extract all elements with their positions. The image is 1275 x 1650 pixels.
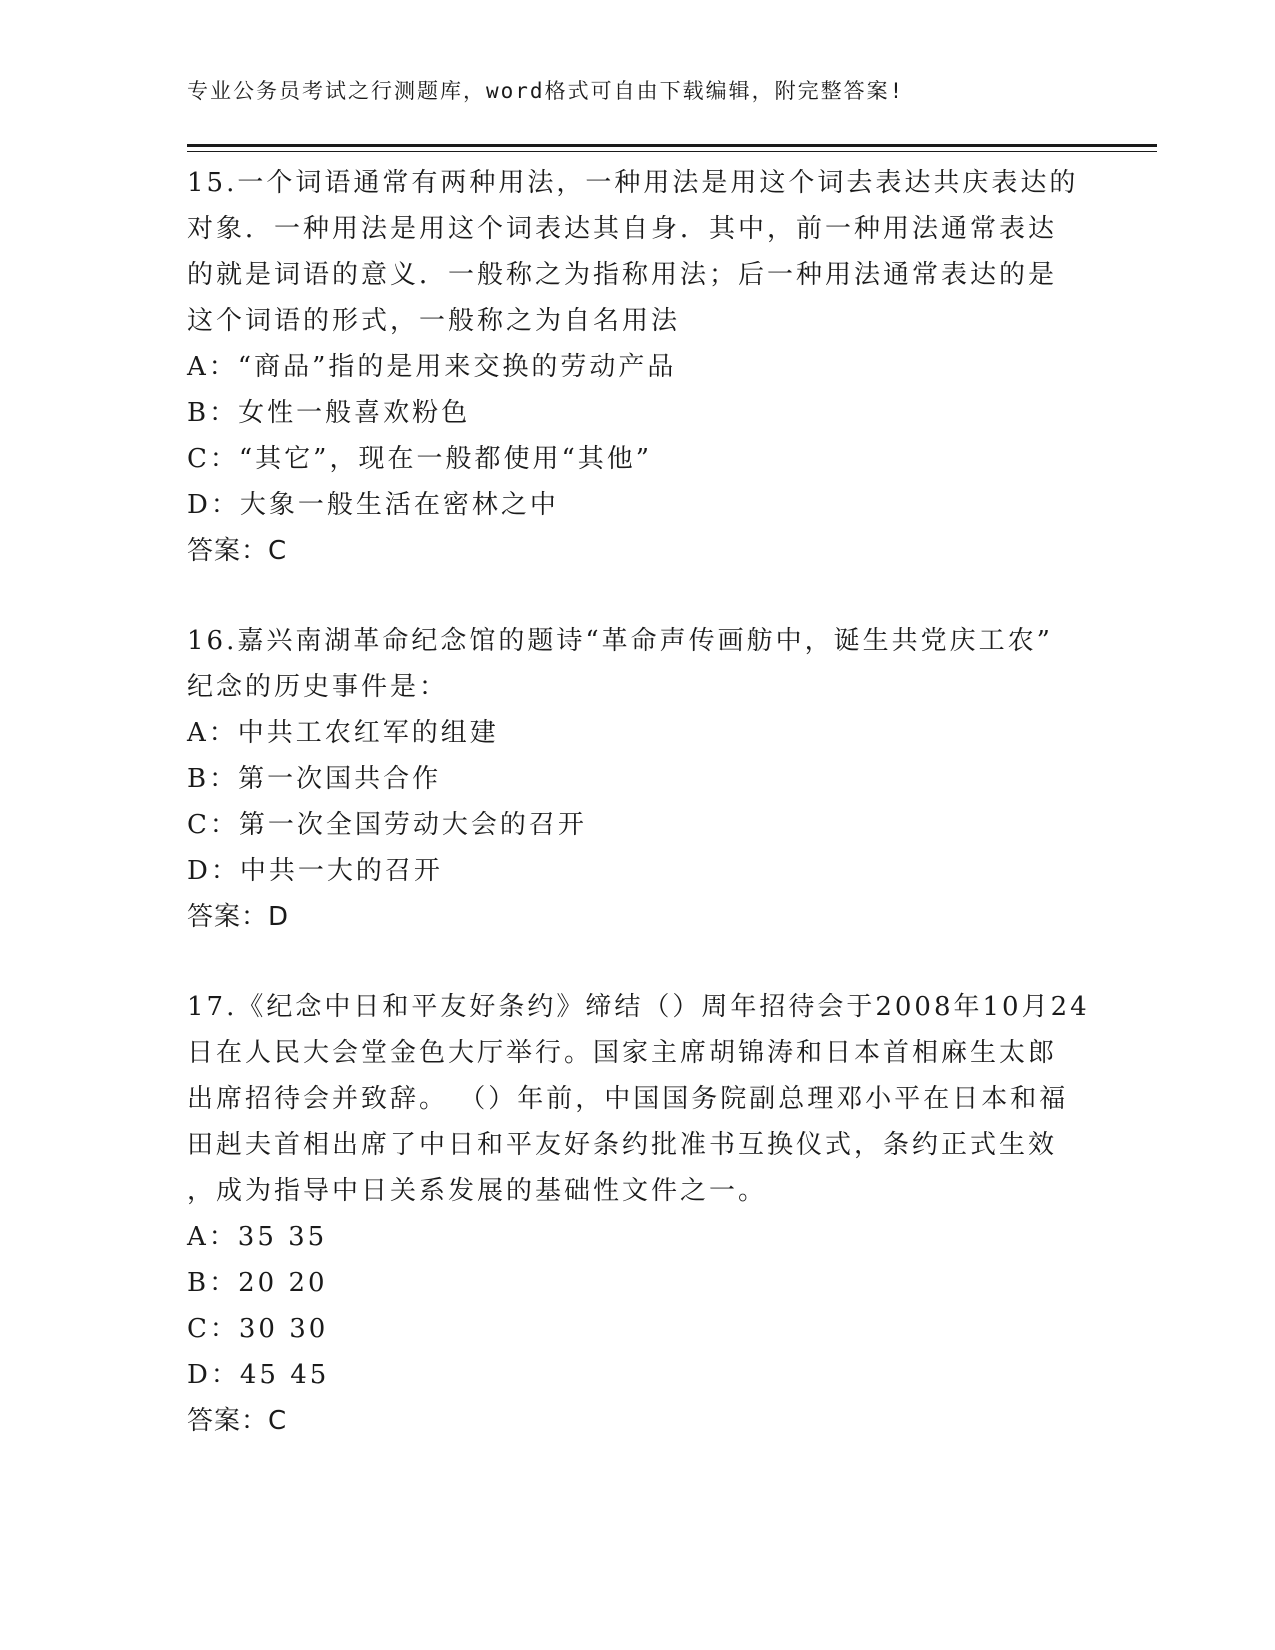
header-divider-thick [187,144,1157,147]
option-a: A：“商品”指的是用来交换的劳动产品 [187,352,677,382]
question-stem-line: 纪念的历史事件是： [187,672,449,702]
question-stem-line: 17.《纪念中日和平友好条约》缔结（）周年招待会于2008年10月24 [187,992,1090,1022]
option-c: C：“其它”，现在一般都使用“其他” [187,444,653,474]
question-17 [187,984,1090,1444]
option-a: A：中共工农红军的组建 [187,718,499,748]
question-stem-line: ，成为指导中日关系发展的基础性文件之一。 [187,1176,768,1206]
question-16 [187,618,1087,940]
question-stem-line: 日在人民大会堂金色大厅举行。国家主席胡锦涛和日本首相麻生太郎 [187,1038,1058,1068]
option-c: C：第一次全国劳动大会的召开 [187,810,587,840]
question-15 [187,160,1087,574]
question-spacer [187,574,1087,618]
question-stem-line: 15.一个词语通常有两种用法，一种用法是用这个词去表达共庆表达的 [187,168,1079,198]
question-stem-line: 这个词语的形式，一般称之为自名用法 [187,306,681,336]
option-d: D：大象一般生活在密林之中 [187,490,559,520]
question-stem-line: 16.嘉兴南湖革命纪念馆的题诗“革命声传画舫中，诞生共党庆工农” [187,626,1053,656]
option-b: B：女性一般喜欢粉色 [187,398,471,428]
question-spacer [187,940,1087,984]
option-c: C：30 30 [187,1314,329,1344]
question-stem-line: 出席招待会并致辞。 （）年前，中国国务院副总理邓小平在日本和福 [187,1084,1069,1114]
page-header: 专业公务员考试之行测题库，word格式可自由下载编辑，附完整答案! [187,79,905,103]
option-b: B：20 20 [187,1268,328,1298]
option-d: D：中共一大的召开 [187,856,443,886]
question-stem-line: 田赳夫首相出席了中日和平友好条约批准书互换仪式，条约正式生效 [187,1130,1058,1160]
question-list [187,160,1090,1444]
option-d: D：45 45 [187,1360,330,1390]
question-stem-line: 对象．一种用法是用这个词表达其自身．其中，前一种用法通常表达 [187,214,1058,244]
answer-label: 答案：C [187,536,288,566]
answer-label: 答案：D [187,902,290,932]
option-a: A：35 35 [187,1222,328,1252]
option-b: B：第一次国共合作 [187,764,442,794]
question-stem-line: 的就是词语的意义．一般称之为指称用法；后一种用法通常表达的是 [187,260,1058,290]
header-divider-thin [187,151,1157,152]
answer-label: 答案：C [187,1406,288,1436]
